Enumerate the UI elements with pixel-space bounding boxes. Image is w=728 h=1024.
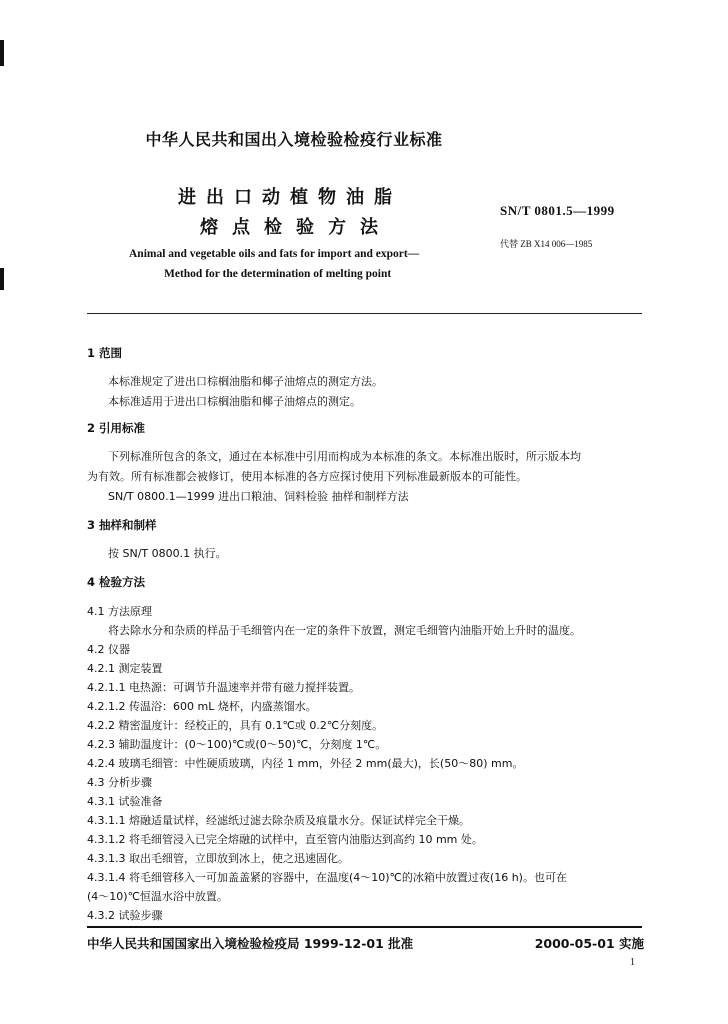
referenced-standard: SN/T 0800.1—1999 进出口粮油、饲料检验 抽样和制样方法 bbox=[108, 490, 409, 503]
section-heading-method: 4 检验方法 bbox=[87, 575, 146, 589]
section-heading-scope: 1 范围 bbox=[87, 346, 123, 360]
clause: 4.2.3 辅助温度计：(0～100)℃或(0～50)℃，分刻度 1℃。 bbox=[87, 738, 387, 751]
clause: (4～10)℃恒温水浴中放置。 bbox=[87, 890, 228, 903]
title-en-line1: Animal and vegetable oils and fats for import and export— bbox=[129, 248, 420, 260]
paragraph: 为有效。所有标准都会被修订，使用本标准的各方应探讨使用下列标准最新版本的可能性。 bbox=[87, 470, 527, 483]
paragraph: 将去除水分和杂质的样品于毛细管内在一定的条件下放置，测定毛细管内油脂开始上升时的温度。 bbox=[108, 624, 581, 637]
clause: 4.2 仪器 bbox=[87, 643, 130, 656]
title-zh-line2: 熔点检验方法 bbox=[200, 217, 392, 238]
clause: 4.2.4 玻璃毛细管：中性硬质玻璃，内径 1 mm，外径 2 mm(最大)，长(50～80) mm。 bbox=[87, 757, 524, 770]
implementation-date: 2000-05-01 实施 bbox=[534, 936, 644, 951]
paragraph: 本标准规定了进出口棕榈油脂和椰子油熔点的测定方法。 bbox=[108, 375, 383, 388]
clause: 4.2.1.1 电热源：可调节升温速率并带有磁力搅拌装置。 bbox=[87, 681, 360, 694]
clause: 4.3.1.4 将毛细管移入一可加盖盖紧的容器中，在温度(4～10)℃的冰箱中放置过夜(16 h)。也可在 bbox=[87, 871, 567, 884]
clause: 4.2.1 测定装置 bbox=[87, 662, 163, 675]
scan-edge-mark bbox=[0, 40, 4, 66]
footer-divider bbox=[87, 926, 642, 928]
paragraph: 下列标准所包含的条文，通过在本标准中引用而构成为本标准的条文。本标准出版时，所示版本均 bbox=[108, 450, 581, 463]
clause: 4.2.2 精密温度计：经校正的，具有 0.1℃或 0.2℃分刻度。 bbox=[87, 719, 384, 732]
title-zh-line1: 进出口动植物油脂 bbox=[178, 187, 402, 208]
clause: 4.3.1.3 取出毛细管，立即放到冰上，使之迅速固化。 bbox=[87, 852, 349, 865]
clause: 4.3.1 试验准备 bbox=[87, 795, 163, 808]
clause: 4.2.1.2 传温浴：600 mL 烧杯，内盛蒸馏水。 bbox=[87, 700, 317, 713]
replaced-standard: 代替 ZB X14 006—1985 bbox=[500, 239, 593, 249]
paragraph: 本标准适用于进出口棕榈油脂和椰子油熔点的测定。 bbox=[108, 395, 361, 408]
header-divider bbox=[87, 313, 642, 314]
clause: 4.3 分析步骤 bbox=[87, 776, 152, 789]
clause: 4.3.1.2 将毛细管浸入已完全熔融的试样中，直至管内油脂达到高约 10 mm 处。 bbox=[87, 833, 483, 846]
page-number: 1 bbox=[630, 957, 635, 968]
scan-edge-mark bbox=[0, 268, 4, 290]
paragraph: 按 SN/T 0800.1 执行。 bbox=[108, 547, 227, 560]
section-heading-references: 2 引用标准 bbox=[87, 421, 146, 435]
approval-statement: 中华人民共和国国家出入境检验检疫局 1999-12-01 批准 bbox=[87, 936, 414, 951]
clause: 4.1 方法原理 bbox=[87, 605, 152, 618]
issuing-authority: 中华人民共和国出入境检验检疫行业标准 bbox=[145, 130, 443, 149]
clause: 4.3.1.1 熔融适量试样，经滤纸过滤去除杂质及痕量水分。保证试样完全干燥。 bbox=[87, 814, 470, 827]
clause: 4.3.2 试验步骤 bbox=[87, 909, 163, 922]
title-en-line2: Method for the determination of melting point bbox=[164, 268, 392, 280]
standard-number-text: SN/T 0801.5—1999 bbox=[500, 203, 615, 218]
section-heading-sampling: 3 抽样和制样 bbox=[87, 518, 157, 532]
standard-number bbox=[500, 203, 615, 219]
